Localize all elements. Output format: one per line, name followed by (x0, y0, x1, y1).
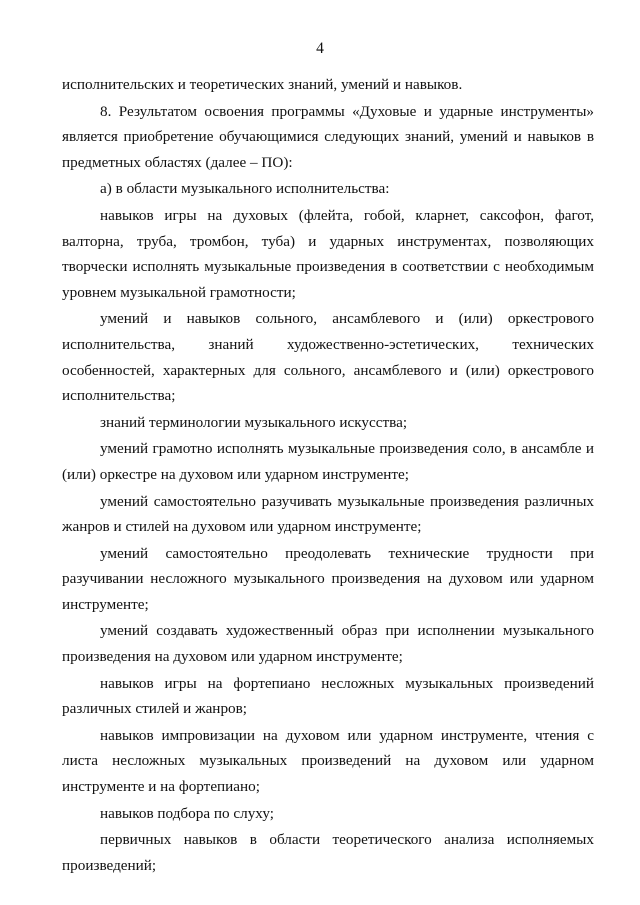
paragraph-technical-difficulties: умений самостоятельно преодолевать технические трудности при разучивании несложного музыкального произведения на духовом или ударном инструменте; (62, 544, 594, 613)
paragraph-solo-performance: умений грамотно исполнять музыкальные произведения соло, в ансамбле и (или) оркестре на духовом или ударном инструменте; (62, 440, 594, 483)
paragraph-theoretical-analysis: первичных навыков в области теоретического анализа исполняемых произведений; (62, 831, 594, 874)
paragraph-improvisation: навыков импровизации на духовом или ударном инструменте, чтения с листа несложных музыкальных произведений на духовом или ударном инструменте и на фортепиано; (62, 726, 594, 796)
paragraph-subsection-a: а) в области музыкального исполнительства: (100, 180, 390, 198)
paragraph-piano-skills: навыков игры на фортепиано несложных музыкальных произведений различных стилей и жанров; (62, 674, 594, 718)
paragraph-skills-ensemble: умений и навыков сольного, ансамблевого и (или) оркестрового исполнительства, знаний художественно-эстетических, технических особенностей, характерных для сольного, ансамблевого и (или) оркестрового исполнительства; (62, 310, 594, 405)
paragraph-terminology: знаний терминологии музыкального искусства; (100, 413, 408, 431)
paragraph-skills-wind-percussion: навыков игры на духовых (флейта, гобой, кларнет, саксофон, фагот, валторна, труба, тромбон, туба) и ударных инструментах, позволяющих творчески исполнять музыкальные произведения в соответствии с необходимым уровнем музыкальной грамотности; (62, 206, 594, 301)
paragraph-self-study: умений самостоятельно разучивать музыкальные произведения различных жанров и стилей на духовом или ударном инструменте; (62, 492, 594, 536)
paragraph-artistic-image: умений создавать художественный образ при исполнении музыкального произведения на духовом или ударном инструменте; (62, 622, 594, 666)
document-body (62, 72, 594, 878)
paragraph-continuation: исполнительских и теоретических знаний, умений и навыков. (62, 76, 463, 93)
paragraph-ear-training: навыков подбора по слуху; (100, 804, 274, 822)
page-number: 4 (316, 40, 324, 57)
paragraph-item-8: 8. Результатом освоения программы «Духовые и ударные инструменты» является приобретение обучающимися следующих знаний, умений и навыков в предметных областях (далее – ПО): (62, 102, 594, 171)
